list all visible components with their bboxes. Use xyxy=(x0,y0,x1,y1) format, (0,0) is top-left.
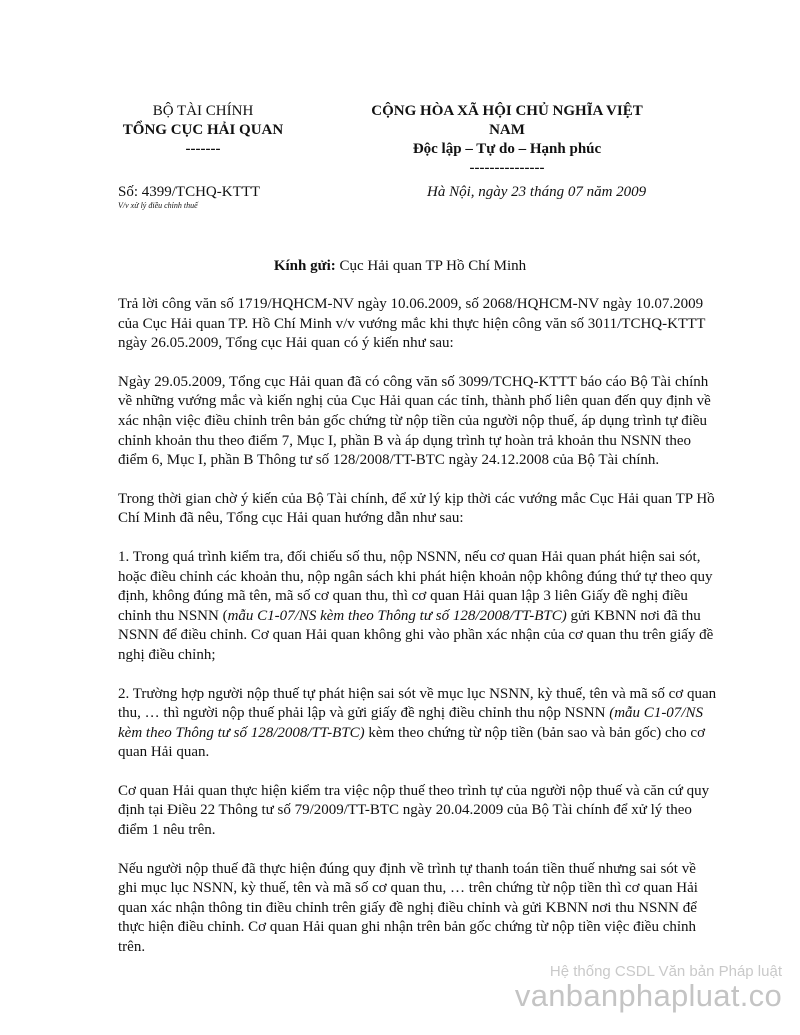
letter-body xyxy=(118,295,718,977)
paragraph-6: Cơ quan Hải quan thực hiện kiểm tra việc nộp thuế theo trình tự của người nộp thuế và căn cứ quy định tại Điều 22 Thông tư số 79/2009/TT-BTC ngày 20.04.2009 của Bộ Tài chính để xử lý theo điểm 1 nêu trên. xyxy=(118,782,710,839)
paragraph-5-form-ref: (mẫu C1-07/NS kèm theo Thông tư số 128/2008/TT-BTC) xyxy=(118,705,703,741)
issuer-block xyxy=(118,102,288,159)
national-heading xyxy=(352,102,662,178)
recipient-name: Cục Hải quan TP Hồ Chí Minh xyxy=(335,258,527,274)
paragraph-4-form-ref: mẫu C1-07/NS kèm theo Thông tư số 128/2008/TT-BTC) xyxy=(227,607,567,624)
ministry-name: BỘ TÀI CHÍNH xyxy=(152,103,254,119)
document-number: Số: 4399/TCHQ-KTTT xyxy=(118,184,261,200)
country-name-line1: CỘNG HÒA XÃ HỘI CHỦ NGHĨA VIỆT xyxy=(371,103,643,119)
paragraph-1: Trả lời công văn số 1719/HQHCM-NV ngày 10.06.2009, số 2068/HQHCM-NV ngày 10.07.2009 của Cục Hải quan TP. Hồ Chí Minh v/v vướng mắc khi thực hiện công văn số 3011/TCHQ-KTTT ngày 26.05.2009, Tổng cục Hải quan có ý kiến như sau: xyxy=(118,296,706,352)
paragraph-3: Trong thời gian chờ ý kiến của Bộ Tài chính, để xử lý kịp thời các vướng mắc Cục Hải quan TP Hồ Chí Minh đã nêu, Tổng cục Hải quan hướng dẫn như sau: xyxy=(118,490,715,527)
document-subject: V/v xử lý điều chỉnh thuế xyxy=(118,201,198,210)
motto-rule: --------------- xyxy=(469,160,545,176)
paragraph-2: Ngày 29.05.2009, Tổng cục Hải quan đã có công văn số 3099/TCHQ-KTTT báo cáo Bộ Tài chính về những vướng mắc và kiến nghị của Cục Hải quan các tỉnh, thành phố liên quan đến quy định về xác nhận việc điều chỉnh trên bản gốc chứng từ nộp tiền của người nộp thuế, áp dụng trình tự điều chỉnh khoản thu theo điểm 7, Mục I, phần B và áp dụng trình tự hoàn trả khoản thu NSNN theo điểm 6, Mục I, phần B Thông tư số 128/2008/TT-BTC ngày 24.12.2008 của Bộ Tài chính. xyxy=(118,373,711,469)
paragraph-4-text-b: gửi KBNN nơi đã thu NSNN để điều chỉnh. Cơ quan Hải quan không ghi vào phần xác nhận của cơ quan thu trên giấy đề nghị điều chỉnh; xyxy=(118,607,714,663)
issuer-rule: ------- xyxy=(185,141,221,157)
department-name: TỔNG CỤC HẢI QUAN xyxy=(122,122,284,138)
paragraph-7: Nếu người nộp thuế đã thực hiện đúng quy định về trình tự thanh toán tiền thuế nhưng sai sót về ghi mục lục NSNN, kỳ thuế, tên và mã số cơ quan thu, … trên chứng từ nộp tiền thì cơ quan Hải quan xác nhận thông tin điều chỉnh trên giấy đề nghị điều chỉnh và gửi KBNN nơi thu NSNN để thực hiện điều chỉnh. Cơ quan Hải quan ghi nhận trên bản gốc chứng từ nộp tiền việc điều chỉnh trên. xyxy=(118,860,698,956)
recipient-line xyxy=(0,257,800,276)
country-name-line2: NAM xyxy=(489,122,525,138)
recipient-label: Kính gửi: xyxy=(273,258,336,274)
paragraph-5-text-a: 2. Trường hợp người nộp thuế tự phát hiện sai sót về mục lục NSNN, kỳ thuế, tên và mã số cơ quan thu, … thì người nộp thuế phải lập và gửi giấy đề nghị điều chỉnh thu nộp NSNN xyxy=(118,685,717,722)
motto: Độc lập – Tự do – Hạnh phúc xyxy=(412,141,602,157)
watermark-site: vanbanphapluat.co xyxy=(514,978,782,1013)
watermark-caption: Hệ thống CSDL Văn bản Pháp luật xyxy=(549,963,782,980)
paragraph-4 xyxy=(118,548,718,666)
paragraph-5 xyxy=(118,685,718,763)
paragraph-5-text-b: kèm theo chứng từ nộp tiền (bản sao và bản gốc) cho cơ quan Hải quan. xyxy=(118,724,706,761)
paragraph-4-text-a: 1. Trong quá trình kiểm tra, đối chiếu số thu, nộp NSNN, nếu cơ quan Hải quan phát hiện sai sót, hoặc điều chỉnh các khoản thu, nộp ngân sách khi phát hiện khoản nộp không đúng thứ tự theo quy định, không đúng mã tên, mã số cơ quan thu, thì cơ quan Hải quan lập 3 liên Giấy đề nghị điều chỉnh thu NSNN ( xyxy=(118,548,713,624)
reference-block xyxy=(118,183,260,211)
place-date: Hà Nội, ngày 23 tháng 07 năm 2009 xyxy=(427,184,647,200)
